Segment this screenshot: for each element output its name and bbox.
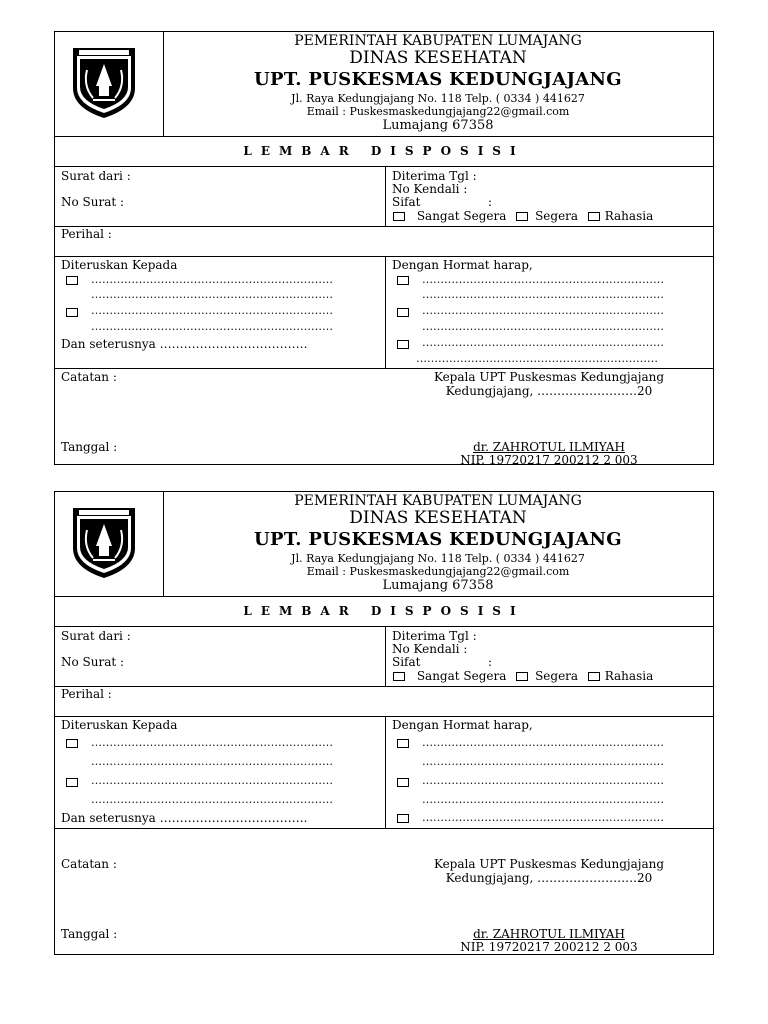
checkbox-segera[interactable] (516, 672, 528, 681)
surat-dari-label: Surat dari : (61, 169, 131, 183)
government-name: PEMERINTAH KABUPATEN LUMAJANG (294, 493, 582, 509)
forward-checkbox-1[interactable] (66, 739, 78, 748)
request-checkbox-2[interactable] (397, 778, 409, 787)
signature-date: Kedungjajang, …………………….20 (445, 384, 653, 398)
option-sangat-segera: Sangat Segera (416, 669, 507, 683)
sifat-label: Sifat (392, 655, 421, 669)
disposition-form-1 (54, 31, 714, 465)
diterima-tgl-label: Diterima Tgl : (392, 629, 477, 643)
perihal-row (55, 227, 713, 257)
form-title: LEMBAR DISPOSISI (55, 597, 713, 627)
department-name: DINAS KESEHATAN (349, 48, 527, 68)
notes-row (55, 369, 713, 468)
tanggal-label: Tanggal : (61, 440, 118, 454)
dengan-hormat-label: Dengan Hormat harap, (392, 718, 533, 732)
request-checkbox-3[interactable] (397, 814, 409, 823)
institution-name: UPT. PUSKESMAS KEDUNGJAJANG (254, 69, 622, 90)
forward-checkbox-2[interactable] (66, 308, 78, 317)
letterhead-text (163, 32, 713, 133)
government-name: PEMERINTAH KABUPATEN LUMAJANG (294, 33, 582, 49)
checkbox-rahasia[interactable] (588, 212, 600, 221)
letter-info-row: Surat dari : No Surat : Diterima Tgl : No Kendali : Sifat : Sangat Segera Segera Rahasia (55, 627, 713, 687)
letter-info-row: Surat dari : No Surat : Diterima Tgl : No Kendali : Sifat : Sangat Segera Segera Rahasia (55, 167, 713, 227)
letterhead (55, 32, 713, 137)
forward-checkbox-2[interactable] (66, 778, 78, 787)
checkbox-sangat-segera[interactable] (393, 672, 405, 681)
doctor-name: dr. ZAHROTUL ILMIYAH (473, 927, 625, 941)
catatan-label: Catatan : (61, 370, 117, 384)
dan-seterusnya: Dan seterusnya ………………………………. (61, 337, 308, 351)
request-checkbox-2[interactable] (397, 308, 409, 317)
checkbox-segera[interactable] (516, 212, 528, 221)
signature-date: Kedungjajang, …………………….20 (445, 871, 653, 885)
option-segera: Segera (535, 209, 579, 223)
department-name: DINAS KESEHATAN (349, 508, 527, 528)
institution-name: UPT. PUSKESMAS KEDUNGJAJANG (254, 529, 622, 550)
forward-row: Diteruskan Kepada ………………………………………………………… ………………………………………………………… ………………………………………………………… ………………………………………………………… Dan seterusnya ………………………………. Dengan Hormat harap, ………………………………………………………… ………………………………………………………… ………………………………………………………… ………………………………………………………… ………………………………………………………… (55, 717, 713, 829)
kepala-title: Kepala UPT Puskesmas Kedungjajang (433, 857, 665, 871)
kepala-title: Kepala UPT Puskesmas Kedungjajang (433, 370, 665, 384)
doctor-nip: NIP. 19720217 200212 2 003 (460, 940, 638, 954)
notes-row (55, 829, 713, 958)
doctor-name: dr. ZAHROTUL ILMIYAH (473, 440, 625, 454)
option-segera: Segera (535, 669, 579, 683)
dengan-hormat-label: Dengan Hormat harap, (392, 258, 533, 272)
address: Jl. Raya Kedungjajang No. 118 Telp. ( 0334 ) 441627 (291, 552, 585, 565)
doctor-nip: NIP. 19720217 200212 2 003 (460, 453, 638, 467)
no-kendali-label: No Kendali : (392, 182, 468, 196)
email: Email : Puskesmaskedungjajang22@gmail.com (306, 565, 570, 578)
checkbox-rahasia[interactable] (588, 672, 600, 681)
no-kendali-label: No Kendali : (392, 642, 468, 656)
tanggal-label: Tanggal : (61, 927, 118, 941)
city: Lumajang 67358 (382, 118, 494, 133)
sifat-label: Sifat (392, 195, 421, 209)
dan-seterusnya: Dan seterusnya ………………………………. (61, 811, 308, 825)
option-sangat-segera: Sangat Segera (416, 209, 507, 223)
email: Email : Puskesmaskedungjajang22@gmail.com (306, 105, 570, 118)
forward-row: Diteruskan Kepada ………………………………………………………… ………………………………………………………… ………………………………………………………… ………………………………………………………… Dan seterusnya ………………………………. Dengan Hormat harap, ………………………………………………………… ………………………………………………………… ………………………………………………………… ………………………………………………………… ………………………………………………………… ………………………………………………………… (55, 257, 713, 369)
request-checkbox-1[interactable] (397, 276, 409, 285)
no-surat-label: No Surat : (61, 195, 125, 209)
checkbox-sangat-segera[interactable] (393, 212, 405, 221)
diterima-tgl-label: Diterima Tgl : (392, 169, 477, 183)
catatan-label: Catatan : (61, 857, 117, 871)
logo-cell (55, 32, 164, 136)
option-rahasia: Rahasia (604, 669, 654, 683)
regency-emblem-icon (65, 502, 143, 580)
diteruskan-label: Diteruskan Kepada (61, 718, 178, 732)
no-surat-label: No Surat : (61, 655, 125, 669)
forward-checkbox-1[interactable] (66, 276, 78, 285)
address: Jl. Raya Kedungjajang No. 118 Telp. ( 0334 ) 441627 (291, 92, 585, 105)
perihal-row (55, 687, 713, 717)
request-checkbox-3[interactable] (397, 340, 409, 349)
option-rahasia: Rahasia (604, 209, 654, 223)
city: Lumajang 67358 (382, 578, 494, 593)
letterhead-text (163, 492, 713, 593)
surat-dari-label: Surat dari : (61, 629, 131, 643)
form-title: LEMBAR DISPOSISI (55, 137, 713, 167)
perihal-label: Perihal : (61, 687, 112, 701)
perihal-label: Perihal : (61, 227, 112, 241)
disposition-form-2 (54, 491, 714, 955)
logo-cell (55, 492, 164, 596)
request-checkbox-1[interactable] (397, 739, 409, 748)
diteruskan-label: Diteruskan Kepada (61, 258, 178, 272)
letterhead (55, 492, 713, 597)
regency-emblem-icon (65, 42, 143, 120)
